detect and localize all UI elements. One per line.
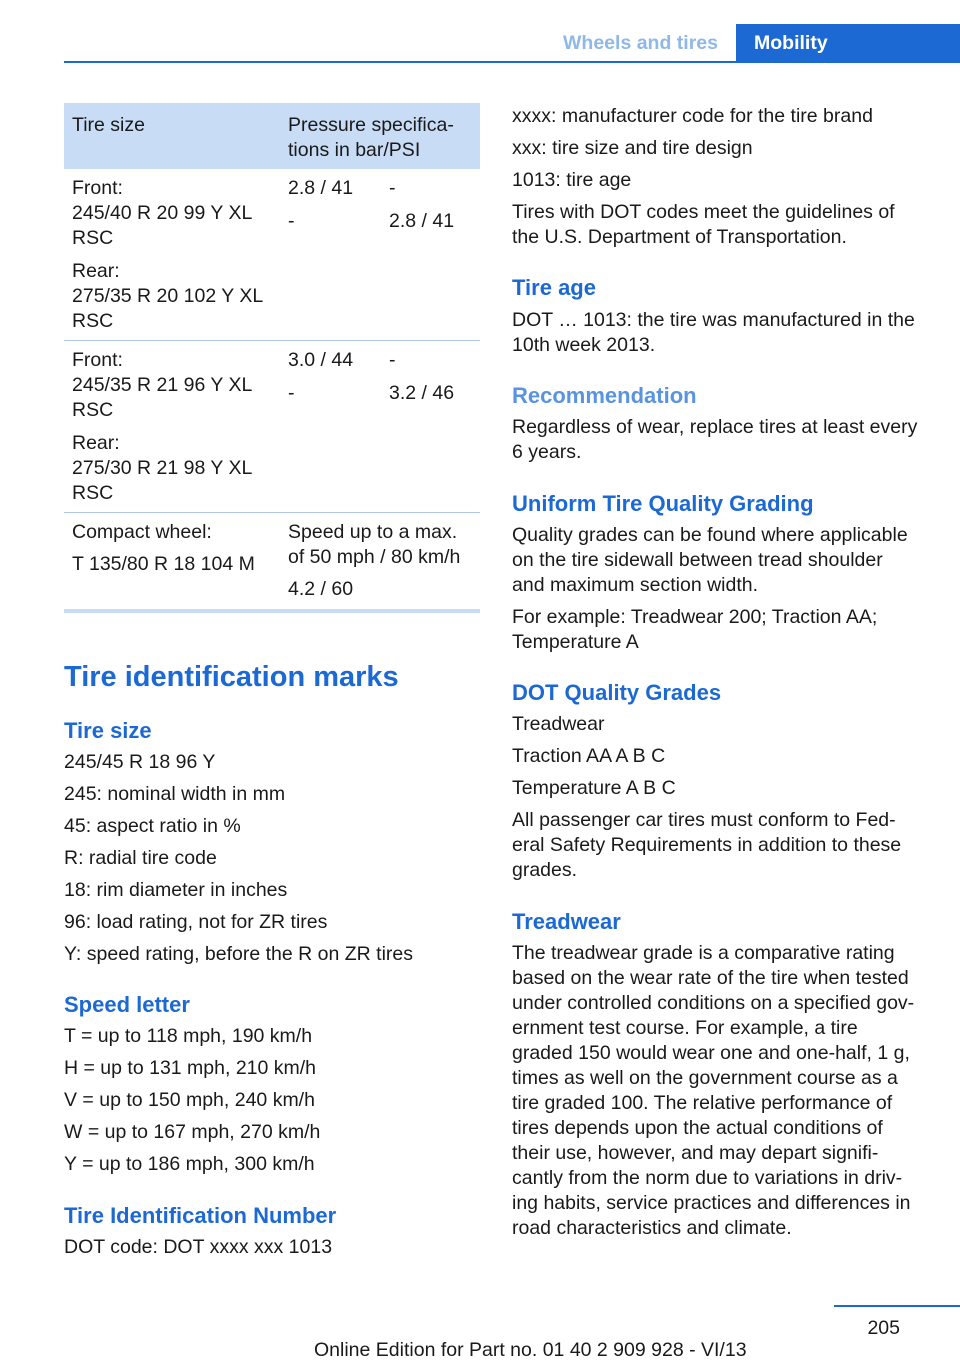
tire-size-cell: Compact wheel: T 135/80 R 18 104 M (72, 521, 255, 575)
recommendation-text: Regardless of wear, replace tires at least every 6 years. (512, 416, 918, 463)
treadwear-text: The treadwear grade is a comparative rating based on the wear rate of the tire when tested under controlled conditions on a specified gov- ernment test course. For example, a tire graded 150 would wear one and one-half, 1 g, times as well on the government course as a tire graded 100. The relative performance of tires depends upon the actual conditions of their use, however, and may depart signifi- cantly from the norm due to variations in driv- ing habits, service practices and differences in road characteristics and climate. (512, 942, 915, 1239)
list-item: Y: speed rating, before the R on ZR tires (64, 943, 414, 965)
tire-pressure-table (64, 103, 480, 613)
header-chapter-tab[interactable]: Mobility (736, 24, 960, 62)
section-title: Tire identification marks (64, 661, 399, 693)
table-row (64, 169, 480, 341)
compact-wheel-note: Speed up to a max. of 50 mph / 80 km/h 4.2 / 60 (288, 521, 461, 600)
tire-age-heading: Tire age (512, 275, 596, 300)
header-section-tab[interactable]: Wheels and tires (563, 32, 718, 54)
tire-age-text: DOT … 1013: the tire was manufactured in the 10th week 2013. (512, 309, 915, 356)
treadwear-heading: Treadwear (512, 909, 621, 934)
list-item: Y = up to 186 mph, 300 km/h (64, 1153, 315, 1175)
tire-size-list (64, 750, 480, 974)
table-row (64, 341, 480, 513)
list-item: 18: rim diameter in inches (64, 879, 288, 901)
table-header-tire-size: Tire size (72, 114, 145, 136)
speed-letter-heading: Speed letter (64, 992, 190, 1017)
table-header (64, 103, 480, 169)
utqg-text: Quality grades can be found where applicable on the tire sidewall between tread shoulder and maximum section width. For example: Treadwear 200; Traction AA; Temperature A (512, 524, 908, 653)
header-rule (64, 61, 960, 63)
list-item: 45: aspect ratio in % (64, 815, 241, 837)
tin-line: DOT code: DOT xxxx xxx 1013 (64, 1236, 333, 1258)
list-item: H = up to 131 mph, 210 km/h (64, 1057, 317, 1079)
dot-quality-grades-heading: DOT Quality Grades (512, 680, 722, 705)
pressure-cell-b: - 3.2 / 46 (389, 349, 455, 404)
tire-size-cell: Front: 245/35 R 21 96 Y XL RSC Rear: 275/30 R 21 98 Y XL RSC (72, 349, 253, 504)
tire-size-heading: Tire size (64, 718, 152, 743)
speed-letter-list (64, 1024, 480, 1184)
list-item: T = up to 118 mph, 190 km/h (64, 1025, 313, 1047)
dot-quality-grades-text: Treadwear Traction AA A B C Temperature A B C All passenger car tires must conform to Fed- eral Safety Requirements in addition to these grades. (512, 713, 902, 881)
edition-footer: Online Edition for Part no. 01 40 2 909 928 - VI/13 (314, 1339, 747, 1361)
recommendation-heading: Recommendation (512, 383, 697, 408)
pressure-cell-a: 2.8 / 41 - (288, 177, 354, 232)
dot-code-intro: xxxx: manufacturer code for the tire brand xxx: tire size and tire design 1013: tire age Tires with DOT codes meet the guidelines of the U.S. Department of Transportation. (512, 105, 895, 248)
table-row (64, 513, 480, 613)
utqg-heading: Uniform Tire Quality Grading (512, 491, 814, 516)
pressure-cell-a: 3.0 / 44 - (288, 349, 354, 404)
list-item: 96: load rating, not for ZR tires (64, 911, 328, 933)
pressure-cell-b: - 2.8 / 41 (389, 177, 455, 232)
tin-heading: Tire Identification Number (64, 1203, 337, 1228)
page-number: 205 (867, 1317, 900, 1339)
list-item: R: radial tire code (64, 847, 217, 869)
list-item: W = up to 167 mph, 270 km/h (64, 1121, 321, 1143)
table-header-pressure: Pressure specifica- tions in bar/PSI (288, 114, 454, 161)
tire-size-cell: Front: 245/40 R 20 99 Y XL RSC Rear: 275/35 R 20 102 Y XL RSC (72, 177, 264, 332)
list-item: 245/45 R 18 96 Y (64, 751, 216, 773)
list-item: 245: nominal width in mm (64, 783, 286, 805)
list-item: V = up to 150 mph, 240 km/h (64, 1089, 315, 1111)
footer-rule (834, 1305, 960, 1307)
